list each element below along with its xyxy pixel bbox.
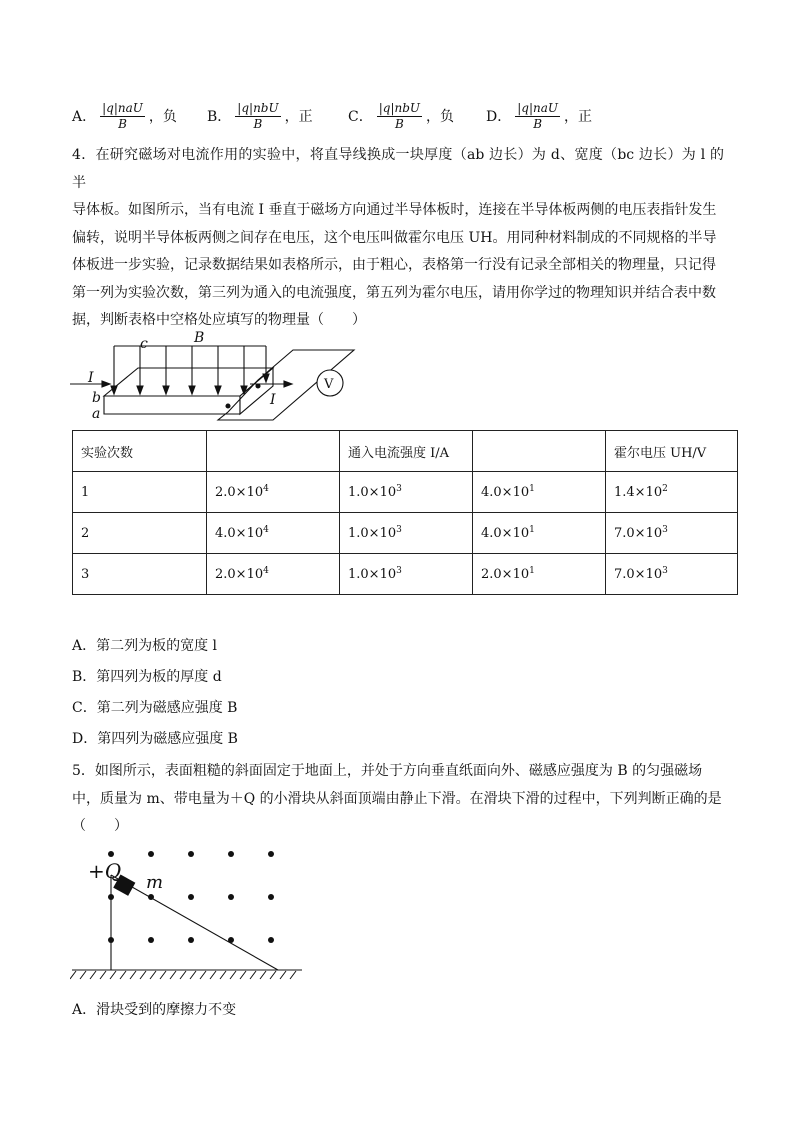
q4-option-b[interactable]: B．第四列为板的厚度 d (72, 669, 222, 685)
cell-mantissa: 2.0×10 (215, 567, 264, 582)
cell-exponent: 2 (662, 484, 668, 494)
header-cell: 霍尔电压 UH/V (606, 431, 738, 472)
denominator: B (533, 116, 543, 131)
table-row (73, 472, 738, 513)
table-cell: 3 (73, 554, 207, 595)
cell-mantissa: 1.0×10 (348, 485, 397, 500)
cell-mantissa: 1.0×10 (348, 526, 397, 541)
fraction (235, 101, 280, 132)
cell-exponent: 3 (396, 484, 402, 494)
option-letter: C． (348, 109, 373, 125)
fraction (515, 101, 560, 132)
option-tail: ，负 (148, 109, 177, 125)
table-cell (606, 513, 738, 554)
voltmeter-label: V (324, 377, 334, 392)
cell-mantissa: 1.4×10 (614, 485, 663, 500)
cell-mantissa: 2.0×10 (481, 567, 530, 582)
cell-exponent: 3 (396, 525, 402, 535)
table-cell (207, 472, 340, 513)
table-cell (606, 472, 738, 513)
cell-mantissa: 4.0×10 (215, 526, 264, 541)
plate-front-face (104, 396, 240, 414)
q4-option-c[interactable]: C．第二列为磁感应强度 B (72, 700, 238, 716)
label-b: b (92, 390, 101, 406)
q4-stem-line: 4．在研究磁场对电流作用的实验中，将直导线换成一块厚度（ab 边长）为 d、宽度（bc 边长）为 l 的半 (72, 147, 724, 191)
header-cell-blank (473, 431, 606, 472)
header-cell: 通入电流强度 I/A (340, 431, 473, 472)
header-cell: 实验次数 (73, 431, 207, 472)
mass-label: m (146, 872, 164, 893)
q4-hall-figure (68, 328, 368, 423)
cell-mantissa: 4.0×10 (481, 485, 530, 500)
q4-option-a[interactable]: A．第二列为板的宽度 l (72, 638, 218, 654)
label-b-field: B (194, 330, 205, 346)
table-cell (473, 472, 606, 513)
table-cell: 2 (73, 513, 207, 554)
q4-option-d[interactable]: D．第四列为磁感应强度 B (72, 731, 238, 747)
cell-mantissa: 4.0×10 (481, 526, 530, 541)
header-cell-blank (207, 431, 340, 472)
option-tail: ，正 (284, 109, 313, 125)
table-cell (340, 554, 473, 595)
numerator: |q|naU (102, 100, 143, 115)
cell-exponent: 1 (529, 525, 535, 535)
cell-mantissa: 7.0×10 (614, 567, 663, 582)
q3-option-b[interactable] (207, 96, 313, 136)
denominator: B (253, 116, 263, 131)
table-row (73, 513, 738, 554)
cell-exponent: 4 (263, 484, 269, 494)
q3-option-c[interactable] (348, 96, 454, 136)
numerator: |q|nbU (237, 100, 279, 115)
q5-stem-line: （ ） (72, 818, 128, 834)
table-row (73, 554, 738, 595)
table-cell (606, 554, 738, 595)
q5-stem (72, 758, 724, 841)
q5-stem-line: 中，质量为 m、带电量为＋Q 的小滑块从斜面顶端由静止下滑。在滑块下滑的过程中，下列判断正确的是 (72, 790, 722, 807)
cell-exponent: 4 (263, 566, 269, 576)
cell-exponent: 3 (662, 525, 668, 535)
cell-exponent: 3 (396, 566, 402, 576)
q3-option-a[interactable] (72, 96, 177, 136)
charge-label: +Q (88, 859, 122, 883)
table-cell (473, 513, 606, 554)
label-current-out: I (270, 392, 276, 408)
table-header-row (73, 431, 738, 472)
denominator: B (118, 116, 127, 131)
q4-stem-line: 导体板。如图所示，当有电流 I 垂直于磁场方向通过半导体板时，连接在半导体板两侧的电压表指针发生 (72, 202, 717, 218)
incline-slope (111, 875, 278, 970)
q5-incline-figure (70, 845, 310, 995)
label-current-in: I (88, 370, 94, 386)
q4-stem (72, 142, 724, 335)
q5-stem-line: 5．如图所示，表面粗糙的斜面固定于地面上，并处于方向垂直纸面向外、磁感应强度为 B 的匀强磁场 (72, 763, 703, 779)
q4-data-table (72, 430, 738, 595)
option-letter: B． (207, 109, 232, 125)
cell-mantissa: 1.0×10 (348, 567, 397, 582)
cell-exponent: 4 (263, 525, 269, 535)
cell-exponent: 1 (529, 566, 535, 576)
label-c: c (140, 336, 148, 352)
q3-options (72, 96, 712, 136)
cell-exponent: 1 (529, 484, 535, 494)
table-cell (473, 554, 606, 595)
table-cell: 1 (73, 472, 207, 513)
fraction (377, 101, 422, 132)
option-letter: D． (486, 109, 512, 125)
q4-stem-line: 第一列为实验次数，第三列为通入的电流强度，第五列为霍尔电压，请用你学过的物理知识并结合表中数 (72, 284, 716, 301)
cell-mantissa: 2.0×10 (215, 485, 264, 500)
q4-stem-line: 据，判断表格中空格处应填写的物理量（ ） (72, 312, 366, 328)
q4-stem-line: 体板进一步实验，记录数据结果如表格所示，由于粗心，表格第一行没有记录全部相关的物理量，只记得 (72, 257, 716, 273)
numerator: |q|naU (517, 100, 558, 115)
label-a: a (92, 406, 101, 422)
option-letter: A． (72, 109, 97, 125)
option-tail: ，正 (564, 109, 592, 125)
q5-option-a[interactable]: A．滑块受到的摩擦力不变 (72, 1002, 237, 1018)
cell-exponent: 3 (662, 566, 668, 576)
denominator: B (394, 116, 404, 131)
table-cell (207, 513, 340, 554)
q4-stem-line: 偏转，说明半导体板两侧之间存在电压，这个电压叫做霍尔电压 UH。用同种材料制成的不同规格的半导 (72, 229, 717, 246)
fraction (100, 101, 145, 132)
q3-option-d[interactable] (486, 96, 592, 136)
table-cell (340, 472, 473, 513)
numerator: |q|nbU (378, 100, 421, 115)
cell-mantissa: 7.0×10 (614, 526, 663, 541)
option-tail: ，负 (426, 109, 455, 125)
table-cell (207, 554, 340, 595)
table-cell (340, 513, 473, 554)
